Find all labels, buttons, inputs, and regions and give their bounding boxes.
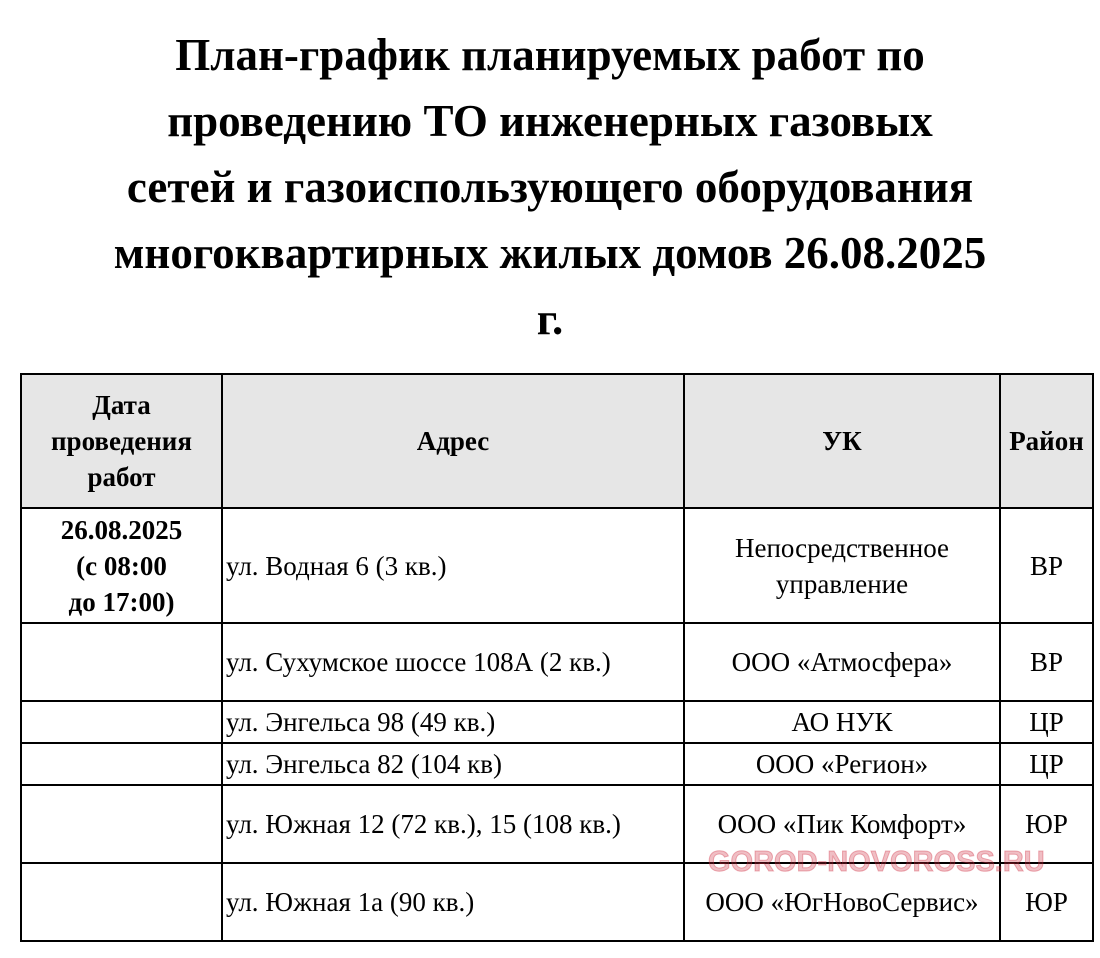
row-district: ЮР — [1000, 785, 1093, 863]
row-date — [21, 863, 222, 941]
table-row — [21, 508, 1093, 623]
row-uk: ООО «Пик Комфорт» — [684, 785, 1000, 863]
row-date — [21, 743, 222, 785]
header-uk: УК — [684, 374, 1000, 508]
row-address: ул. Водная 6 (3 кв.) — [222, 508, 684, 623]
table-body — [21, 508, 1093, 941]
row-address: ул. Сухумское шоссе 108А (2 кв.) — [222, 623, 684, 701]
header-district: Район — [1000, 374, 1093, 508]
header-address: Адрес — [222, 374, 684, 508]
row-date — [21, 701, 222, 743]
schedule-table — [20, 373, 1094, 942]
row-district: ВР — [1000, 623, 1093, 701]
table-row — [21, 785, 1093, 863]
header-row — [21, 374, 1093, 508]
row-district: ЮР — [1000, 863, 1093, 941]
row-address: ул. Южная 12 (72 кв.), 15 (108 кв.) — [222, 785, 684, 863]
document-title: План-график планируемых работ по проведению ТО инженерных газовых сетей и газоиспользующего оборудования многоквартирных жилых домов 26.08.2025 г. — [113, 30, 987, 344]
row-uk: ООО «Атмосфера» — [684, 623, 1000, 701]
row-address: ул. Энгельса 82 (104 кв) — [222, 743, 684, 785]
row-date — [21, 623, 222, 701]
row-district: ЦР — [1000, 701, 1093, 743]
row-date: 26.08.2025 (с 08:00 до 17:00) — [21, 508, 222, 623]
row-date — [21, 785, 222, 863]
row-uk: ООО «ЮгНовоСервис» — [684, 863, 1000, 941]
table-row — [21, 623, 1093, 701]
header-date: Дата проведения работ — [21, 374, 222, 508]
row-uk: Непосредственное управление — [684, 508, 1000, 623]
watermark: GOROD-NOVOROSS.RU — [708, 846, 1045, 878]
table-row — [21, 701, 1093, 743]
table-row — [21, 863, 1093, 941]
row-address: ул. Энгельса 98 (49 кв.) — [222, 701, 684, 743]
row-district: ВР — [1000, 508, 1093, 623]
row-district: ЦР — [1000, 743, 1093, 785]
row-address: ул. Южная 1а (90 кв.) — [222, 863, 684, 941]
row-uk: ООО «Регион» — [684, 743, 1000, 785]
table-row — [21, 743, 1093, 785]
row-uk: АО НУК — [684, 701, 1000, 743]
table-header — [21, 374, 1093, 508]
